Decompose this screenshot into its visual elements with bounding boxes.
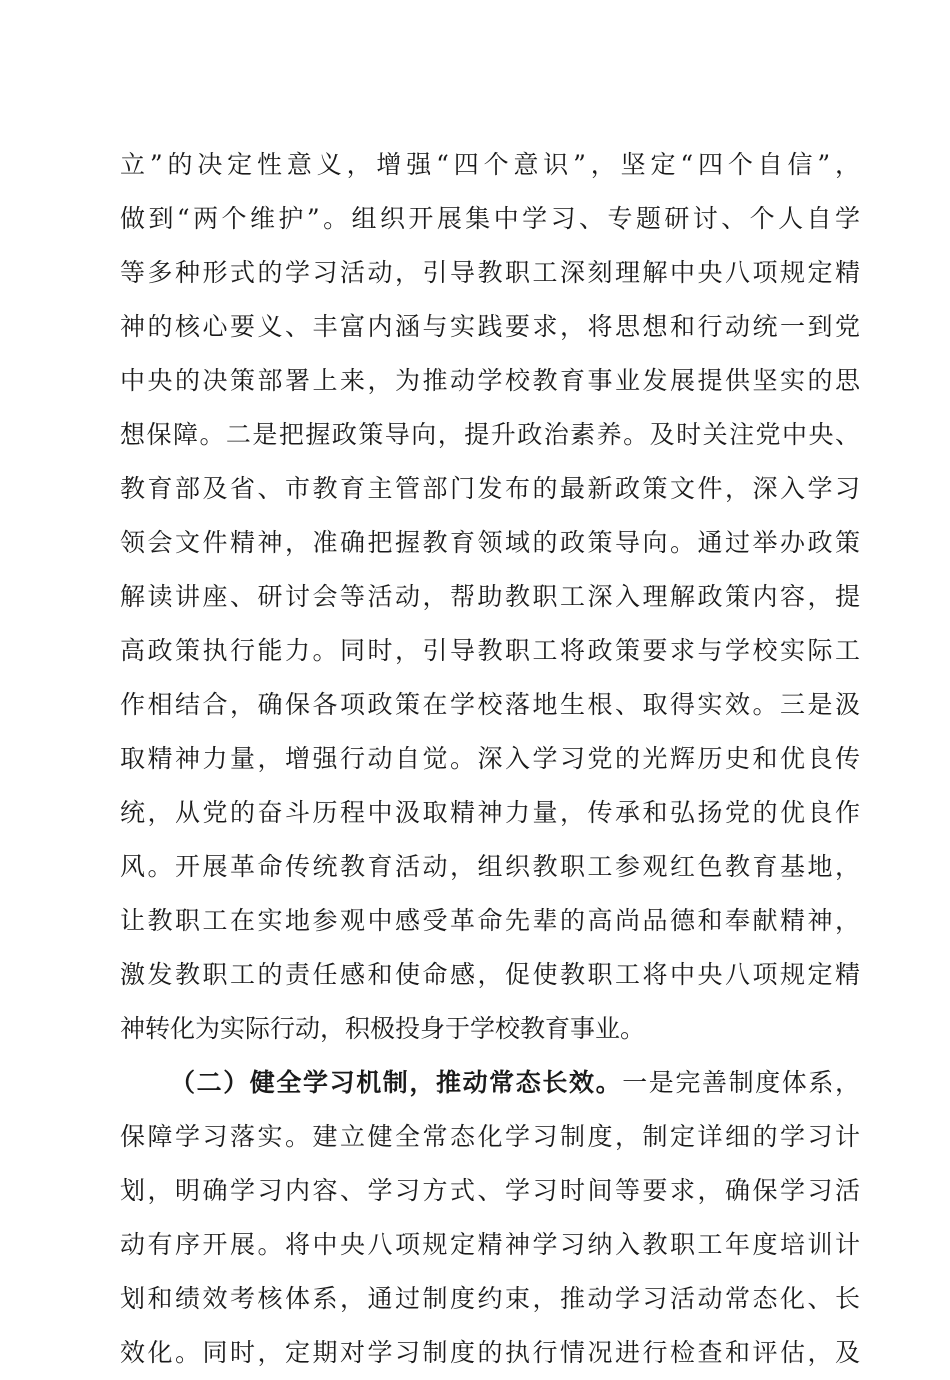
text-line: 激发教职工的责任感和使命感，促使教职工将中央八项规定精	[120, 960, 860, 989]
text-line: 让教职工在实地参观中感受革命先辈的高尚品德和奉献精神，	[120, 906, 860, 935]
section-first-line	[120, 1056, 860, 1110]
text-line: 取精神力量，增强行动自觉。深入学习党的光辉历史和优良传	[120, 744, 860, 773]
text-line: 划和绩效考核体系，通过制度约束，推动学习活动常态化、长	[120, 1284, 860, 1313]
text-line: 风。开展革命传统教育活动，组织教职工参观红色教育基地，	[120, 852, 860, 881]
text-line: 领会文件精神，准确把握教育领域的政策导向。通过举办政策	[120, 528, 860, 557]
text-line: 等多种形式的学习活动，引导教职工深刻理解中央八项规定精	[120, 258, 860, 287]
text-line: 立”的决定性意义，增强“四个意识”，坚定“四个自信”，	[120, 150, 860, 179]
text-line: 保障学习落实。建立健全常态化学习制度，制定详细的学习计	[120, 1122, 860, 1151]
text-line: 动有序开展。将中央八项规定精神学习纳入教职工年度培训计	[120, 1230, 860, 1259]
body-text	[120, 138, 860, 1380]
text-line: 效化。同时，定期对学习制度的执行情况进行检查和评估，及	[120, 1338, 860, 1367]
text-line: 神转化为实际行动，积极投身于学校教育事业。	[120, 1014, 646, 1043]
text-line: 教育部及省、市教育主管部门发布的最新政策文件，深入学习	[120, 474, 860, 503]
text-line: 中央的决策部署上来，为推动学校教育事业发展提供坚实的思	[120, 366, 860, 395]
text-line: 划，明确学习内容、学习方式、学习时间等要求，确保学习活	[120, 1176, 860, 1205]
text-line: 统，从党的奋斗历程中汲取精神力量，传承和弘扬党的优良作	[120, 798, 860, 827]
text-line: 神的核心要义、丰富内涵与实践要求，将思想和行动统一到党	[120, 312, 860, 341]
text-line: 作相结合，确保各项政策在学校落地生根、取得实效。三是汲	[120, 690, 860, 719]
text-line: 高政策执行能力。同时，引导教职工将政策要求与学校实际工	[120, 636, 860, 665]
text-line: 想保障。二是把握政策导向，提升政治素养。及时关注党中央、	[120, 420, 860, 449]
section-first-line-text: 一是完善制度体系，	[622, 1068, 860, 1097]
text-line: 解读讲座、研讨会等活动，帮助教职工深入理解政策内容，提	[120, 582, 860, 611]
text-line: 做到“两个维护”。组织开展集中学习、专题研讨、个人自学	[120, 204, 860, 233]
section-heading: （二）健全学习机制，推动常态长效。	[170, 1068, 623, 1097]
